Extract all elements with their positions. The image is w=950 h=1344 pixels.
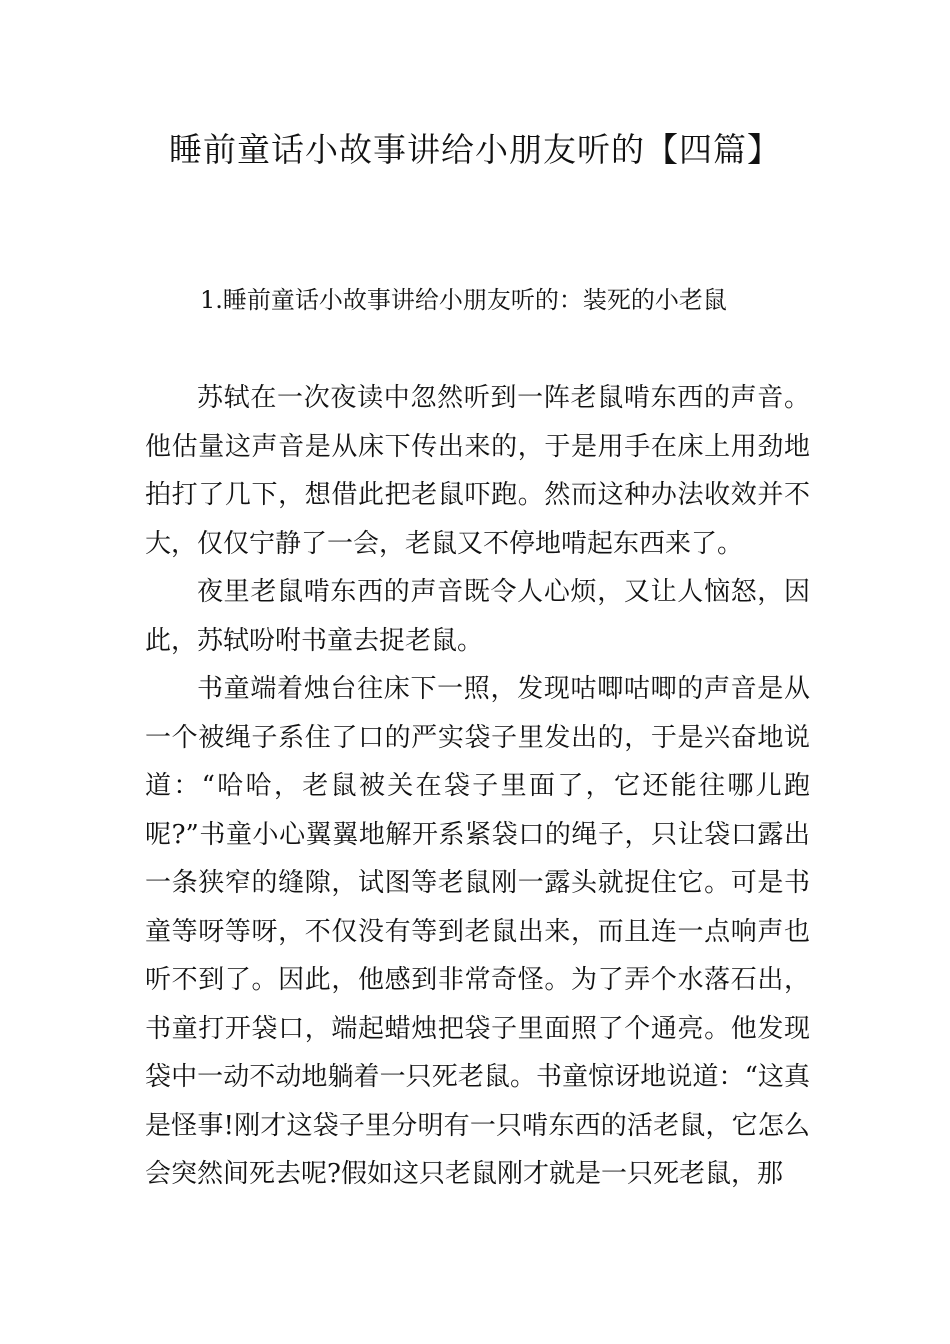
paragraph: 苏轼在一次夜读中忽然听到一阵老鼠啃东西的声音。他估量这声音是从床下传出来的，于是用手在床上用劲地拍打了几下，想借此把老鼠吓跑。然而这种办法收效并不大，仅仅宁静了一会，老鼠又不停地啃起东西来了。 [145,383,810,559]
document-title: 睡前童话小故事讲给小朋友听的【四篇】 [169,130,781,169]
section-heading: 1.睡前童话小故事讲给小朋友听的：装死的小老鼠 [200,286,727,314]
paragraph: 夜里老鼠啃东西的声音既令人心烦，又让人恼怒，因此，苏轼吩咐书童去捉老鼠。 [145,577,810,656]
story-body [145,374,810,1199]
paragraph: 书童端着烛台往床下一照，发现咕唧咕唧的声音是从一个被绳子系住了口的严实袋子里发出的，于是兴奋地说道：“哈哈，老鼠被关在袋子里面了，它还能往哪儿跑呢?”书童小心翼翼地解开系紧袋口的绳子，只让袋口露出一条狭窄的缝隙，试图等老鼠刚一露头就捉住它。可是书童等呀等呀，不仅没有等到老鼠出来，而且连一点响声也听不到了。因此，他感到非常奇怪。为了弄个水落石出，书童打开袋口，端起蜡烛把袋子里面照了个通亮。他发现袋中一动不动地躺着一只死老鼠。书童惊讶地说道：“这真是怪事!刚才这袋子里分明有一只啃东西的活老鼠，它怎么会突然间死去呢?假如这只老鼠刚才就是一只死老鼠，那 [145,674,810,1189]
